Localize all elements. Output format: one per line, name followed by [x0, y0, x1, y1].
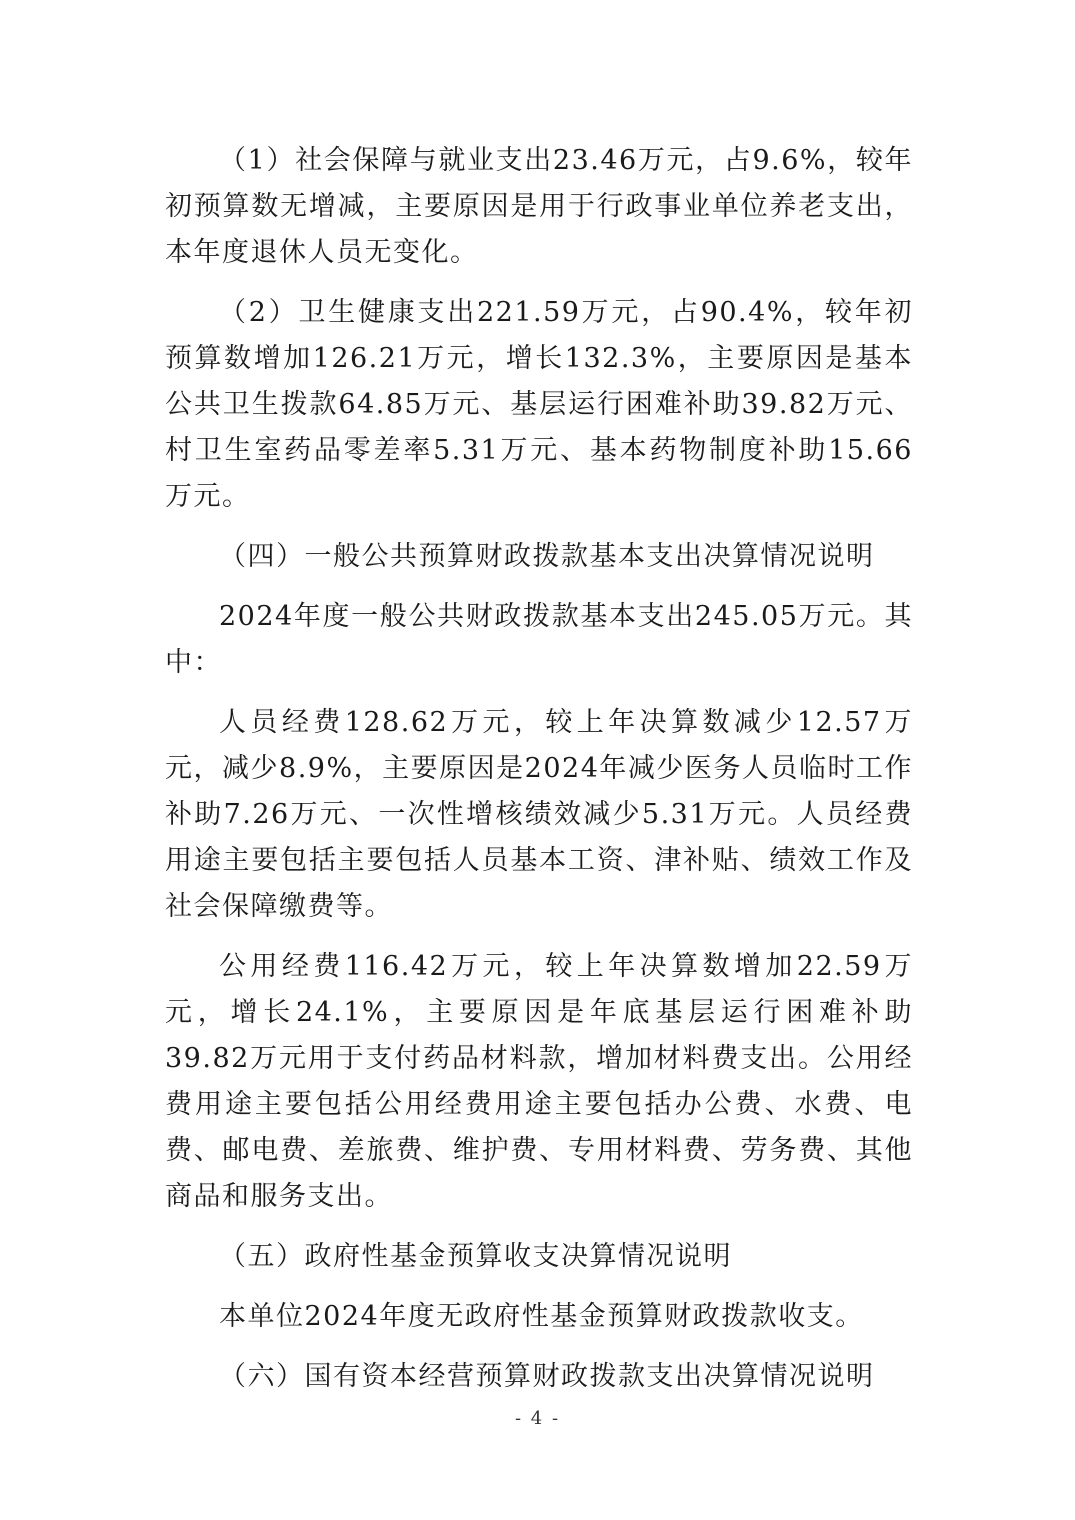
paragraph-personnel-expenses: 人员经费128.62万元，较上年决算数减少12.57万元，减少8.9%，主要原因是2024年减少医务人员临时工作补助7.26万元、一次性增核绩效减少5.31万元。人员经费用途主要包括主要包括人员基本工资、津补贴、绩效工作及社会保障缴费等。 [165, 707, 913, 922]
paragraph-basic-expenditure-total: 2024年度一般公共财政拨款基本支出245.05万元。其中： [165, 601, 913, 678]
section-heading-state-capital: （六）国有资本经营预算财政拨款支出决算情况说明 [219, 1361, 875, 1392]
page-number: - 4 - [514, 1408, 561, 1429]
document-body [165, 138, 913, 1414]
paragraph-health: （2）卫生健康支出221.59万元，占90.4%，较年初预算数增加126.21万元，增长132.3%，主要原因是基本公共卫生拨款64.85万元、基层运行困难补助39.82万元、村卫生室药品零差率5.31万元、基本药物制度补助15.66万元。 [165, 297, 913, 512]
section-heading-government-fund: （五）政府性基金预算收支决算情况说明 [219, 1241, 732, 1272]
paragraph-public-expenses: 公用经费116.42万元，较上年决算数增加22.59万元，增长24.1%，主要原因是年底基层运行困难补助39.82万元用于支付药品材料款，增加材料费支出。公用经费用途主要包括公用经费用途主要包括办公费、水费、电费、邮电费、差旅费、维护费、专用材料费、劳务费、其他商品和服务支出。 [165, 951, 913, 1212]
paragraph-social-security: （1）社会保障与就业支出23.46万元，占9.6%，较年初预算数无增减，主要原因是用于行政事业单位养老支出，本年度退休人员无变化。 [165, 145, 913, 268]
paragraph-government-fund: 本单位2024年度无政府性基金预算财政拨款收支。 [219, 1301, 864, 1332]
section-heading-basic-expenditure: （四）一般公共预算财政拨款基本支出决算情况说明 [219, 541, 875, 572]
